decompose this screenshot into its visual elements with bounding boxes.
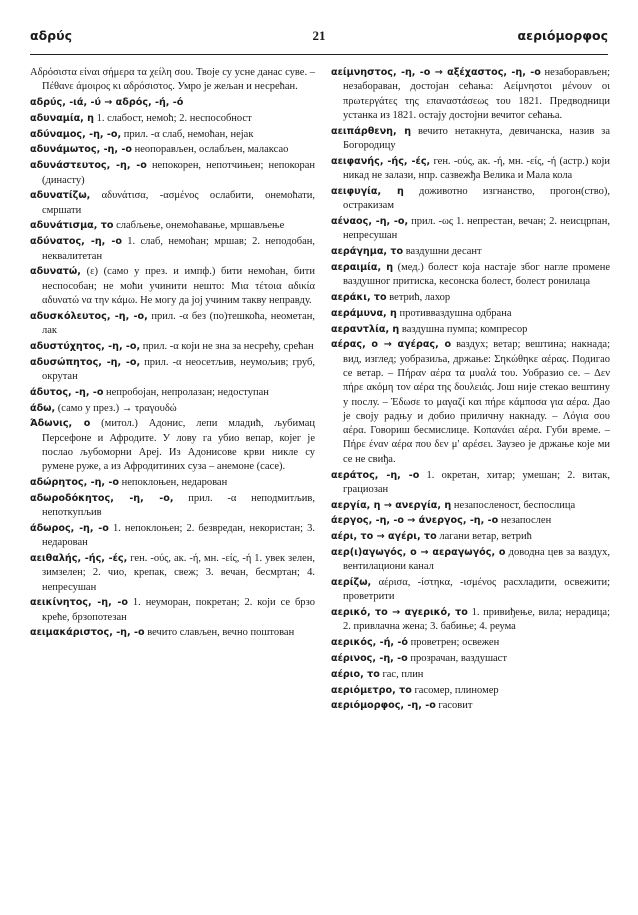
dictionary-entry [331,66,610,123]
page-header [30,28,608,50]
entry-headword: αεραιμία, η [331,261,394,273]
entry-headword: αερικό, το → αγερικό, το [331,607,468,619]
entry-headword: αδυνάμωτος, -η, -ο [30,144,132,156]
entry-definition: непробојан, непролазан; недоступан [106,386,269,398]
header-rule [30,54,608,55]
entry-definition: 1. привиђење, вила; нерадица; 2. привлачна жена; 3. бабиње; 4. реума [343,607,611,633]
entry-definition: слабљење, онемоћавање, мршављење [116,220,285,232]
entry-definition: 1. непоклоњен; 2. безвредан, некористан; 3. недарован [42,522,316,549]
entry-definition: вечито слављен, вечно поштован [147,627,295,639]
entry-headword: αερίζω, [331,577,372,589]
dictionary-entry [331,576,610,605]
dictionary-entry [30,552,315,595]
dictionary-entry [331,323,610,337]
entry-headword: αειπάρθενη, η [331,125,412,137]
dictionary-entry [331,652,610,666]
dictionary-entry [30,265,315,308]
dictionary-entry [331,155,610,184]
entry-definition: ваздушни десант [405,246,482,258]
entry-headword: αείμνηστος, -η, -ο → αξέχαστος, -η, -ο [331,67,541,78]
entry-definition: прил. -α слаб, немоћан, нејак [123,128,254,140]
dictionary-entry [30,417,315,474]
entry-headword: αδυναμία, η [30,112,94,124]
entry-headword: άεργος, -η, -ο → άνεργος, -η, -ο [331,515,499,527]
header-first-headword: αδρύς [30,28,72,43]
entry-definition: αδυνάτισα, -ασμένος ослабити, онемоћати, смршати [42,190,316,216]
entry-definition: незаборављен; незабораван, достојан сећања: Αείμνηστοι μένουν οι πρωτεργάτες της επαναστάσεως του 1821. Предводници устанка из 1821. остају достојни вечитог сећања. [343,67,610,121]
entry-headword: αεράτος, -η, -ο [331,469,420,481]
entry-headword: αεργία, η → ανεργία, η [331,499,452,511]
entry-headword: αδύναμος, -η, -ο, [30,128,122,140]
entry-definition: лагани ветар, ветрић [439,531,532,543]
dictionary-entry [331,530,610,544]
dictionary-entry [30,219,315,233]
entry-headword: αέρινος, -η, -ο [331,653,408,665]
dictionary-entry [331,699,610,713]
dictionary-entry [331,514,610,528]
entry-headword: αδρύς, -ιά, -ύ → αδρός, -ή, -ό [30,97,184,109]
dictionary-entry [30,159,315,188]
dictionary-entry [30,189,315,218]
entry-definition: гас, плин [382,668,424,680]
dictionary-entry [331,338,610,467]
entry-definition: 1. неуморан, покретан; 2. који се брзо креће, брзопотезан [42,597,316,623]
entry-headword: αερ(ι)αγωγός, ο → αεραγωγός, ο [331,547,506,558]
entry-headword: αδυσκόλευτος, -η, -ο, [30,310,148,322]
entry-definition: ген. -ούς, ак. -ή, мн. -είς, -ή (астр.) који никад не залази, нпр. сазвежђа Велика и Мала кола [343,155,611,182]
entry-headword: αδωροδόκητος, -η, -ο, [30,492,174,504]
dictionary-entry [30,235,315,264]
entry-definition: прозрачан, ваздушаст [410,653,507,665]
entry-definition: доживотно изгнанство, прогон(ство), остракизам [343,185,610,212]
dictionary-entry [331,215,610,244]
entry-definition: ваздушна пумпа; компресор [401,323,528,335]
entry-headword: αεραντλία, η [331,323,400,335]
entry-headword: αέρας, ο → αγέρας, ο [331,339,452,351]
entry-definition: противваздушна одбрана [399,307,512,319]
entry-definition: 1. окретан, хитар; умешан; 2. витак, грациозан [343,469,610,495]
entry-definition: 1. слаб, немоћан; мршав; 2. неподобан, неквалитетан [42,236,316,262]
entry-definition: прил. -α без (по)тешкоћа, неометан, лак [42,310,316,337]
entry-definition: ген. -ούς, ак. -ή, мн. -είς, -ή 1. увек зелен, зимзелен; 2. чио, крепак, свеж; 3. вечан, бесмртан; 4. непресушан [42,553,316,593]
dictionary-entry [30,402,315,416]
entry-headword: αέρι, το → αγέρι, το [331,531,437,543]
entry-headword: αεριόμορφος, -η, -ο [331,700,436,712]
dictionary-entry [30,626,315,640]
dictionary-entry [30,96,315,110]
entry-headword: αεριόμετρο, το [331,684,412,696]
entry-headword: άδυτος, -η, -ο [30,386,104,398]
dictionary-entry [30,596,315,625]
entry-definition: непоклоњен, недарован [121,477,228,489]
entry-headword: αεράμυνα, η [331,307,397,319]
dictionary-entry [331,636,610,650]
entry-definition: незапослен [500,515,552,527]
dictionary-entry [30,340,315,354]
dictionary-entry [30,112,315,126]
entry-definition: αέρισα, -ίστηκα, -ισμένος расхладити, освежити; проветрити [343,577,611,603]
entry-headword: αδυσώπητος, -η, -ο, [30,356,141,368]
entry-definition: (ε) (само у през. и импф.) бити немоћан, бити неспособан; не моћи учинити нешто: Μια τέτοια αδικία αδυνατώ να την κάμω. Не могу да јој учиним такву неправду. [42,266,315,306]
entry-definition: (само у през.) → τραγουδώ [57,402,177,414]
dictionary-entry [30,66,315,95]
entry-headword: αέριο, το [331,668,380,680]
entry-definition: (митол.) Адонис, лепи младић, љубимац Персефоне и Афродите. У лову га убио вепар, којег је послао љубоморни Ареј. Из Адонисове крви никле су румене руже, а из Афродитиних суза – анемоне (сасе). [42,418,315,473]
entry-definition: непокорен, непотчињен; непокоран (династу) [42,160,315,186]
entry-headword: αεράκι, το [331,291,387,303]
entry-headword: άδωρος, -η, -ο [30,522,109,534]
entry-headword: άδω, [30,402,56,414]
dictionary-entry [30,386,315,400]
entry-definition: ветрић, лахор [389,291,451,303]
entry-definition: (мед.) болест која настаје због нагле промене ваздушног притиска, кесонска болест, болест ронилаца [343,261,610,288]
dictionary-entry [331,307,610,321]
entry-definition: прил. -ως 1. непрестан, вечан; 2. неисцрпан, непресушан [343,215,611,242]
header-last-headword: αεριόμορφος [517,28,608,43]
entry-definition: неопорављен, ослабљен, малаксао [134,144,289,156]
dictionary-entry [331,245,610,259]
entry-definition: вечито нетакнута, девичанска, назив за Богородицу [343,125,610,151]
entry-headword: αδύνατος, -η, -ο [30,236,122,248]
dictionary-entry [331,684,610,698]
entry-headword: αδυνάτισμα, το [30,220,114,232]
dictionary-entry [331,125,610,154]
dictionary-entry [30,356,315,385]
dictionary-entry [30,492,315,521]
dictionary-entry [331,469,610,498]
entry-headword: αεράγημα, το [331,246,404,258]
entry-headword: αειφανής, -ής, -ές, [331,155,431,167]
entry-headword: αδυνάστευτος, -η, -ο [30,160,147,172]
dictionary-entry [331,668,610,682]
dictionary-entry [30,310,315,339]
dictionary-entry [331,606,610,635]
entry-definition: 1. слабост, немоћ; 2. неспособност [96,112,252,124]
entry-definition: проветрен; освежен [410,637,500,649]
entry-headword: αδυνατίζω, [30,190,91,202]
entry-headword: αδυνατώ, [30,266,81,278]
dictionary-entry [30,143,315,157]
entry-headword: αεικίνητος, -η, -ο [30,597,128,609]
dictionary-entry [331,185,610,214]
entry-headword: Άδωνις, ο [30,418,91,430]
right-column [331,66,610,715]
entry-headword: αέναος, -η, -ο, [331,215,409,227]
entry-definition: прил. -α неподмитљив, непоткупљив [42,492,315,519]
entry-definition: Αδρόσιστα είναι σήμερα τα χείλη σου. Твоје су усне данас суве. – Πέθανε άμοιρος κι αδρόσιστος. Умро је жељан и несрећан. [30,67,315,93]
entry-headword: αδώρητος, -η, -ο [30,477,119,489]
entry-headword: αδυστύχητος, -η, -ο, [30,340,141,352]
entry-headword: αειμακάριστος, -η, -ο [30,627,145,639]
entry-headword: αειφυγία, η [331,185,404,197]
left-column [30,66,315,642]
entry-headword: αερικός, -ή, -ό [331,637,408,649]
dictionary-entry [331,546,610,575]
entry-definition: гасовит [438,700,473,712]
entry-definition: гасомер, плиномер [414,684,499,696]
entry-definition: доводна цев за ваздух, вентилациони канал [343,547,611,573]
entry-definition: ваздух; ветар; вештина; накнада; вид, изглед; уобразиља, држање: Σηκώθηκε αέρας. Подигао се ветар. – Πήραν αέρα τα μυαλά του. Уобразио се. – Δεν πήρε ακόμη τον αέρα της δουλειάς. Још није стекао вештину у послу. – Έδωσε το μαγαζί και πήρε κάμποσα για αέρα. Дао је своју радњу и добио приличну накнаду. – Λόγια σου αέρα. Говориш бесмислице. Κοπανάει αέρα. Губи време. – Πήρε έναν αέρα που δεν μ' αρέσει. Заузео је држање које ми се не свиђа. [343,339,610,465]
entry-headword: αειθαλής, -ής, -ές, [30,553,128,564]
entry-definition: незапосленост, беспослица [453,499,576,511]
dictionary-entry [30,476,315,490]
page-number: 21 [312,28,326,43]
entry-definition: прил. -α неосетљив, неумољив; груб, окрутан [42,356,315,382]
dictionary-entry [331,499,610,513]
dictionary-entry [30,522,315,551]
dictionary-entry [331,291,610,305]
entry-definition: прил. -α који не зна за несрећу, срећан [142,340,314,352]
dictionary-entry [30,128,315,142]
dictionary-entry [331,261,610,290]
